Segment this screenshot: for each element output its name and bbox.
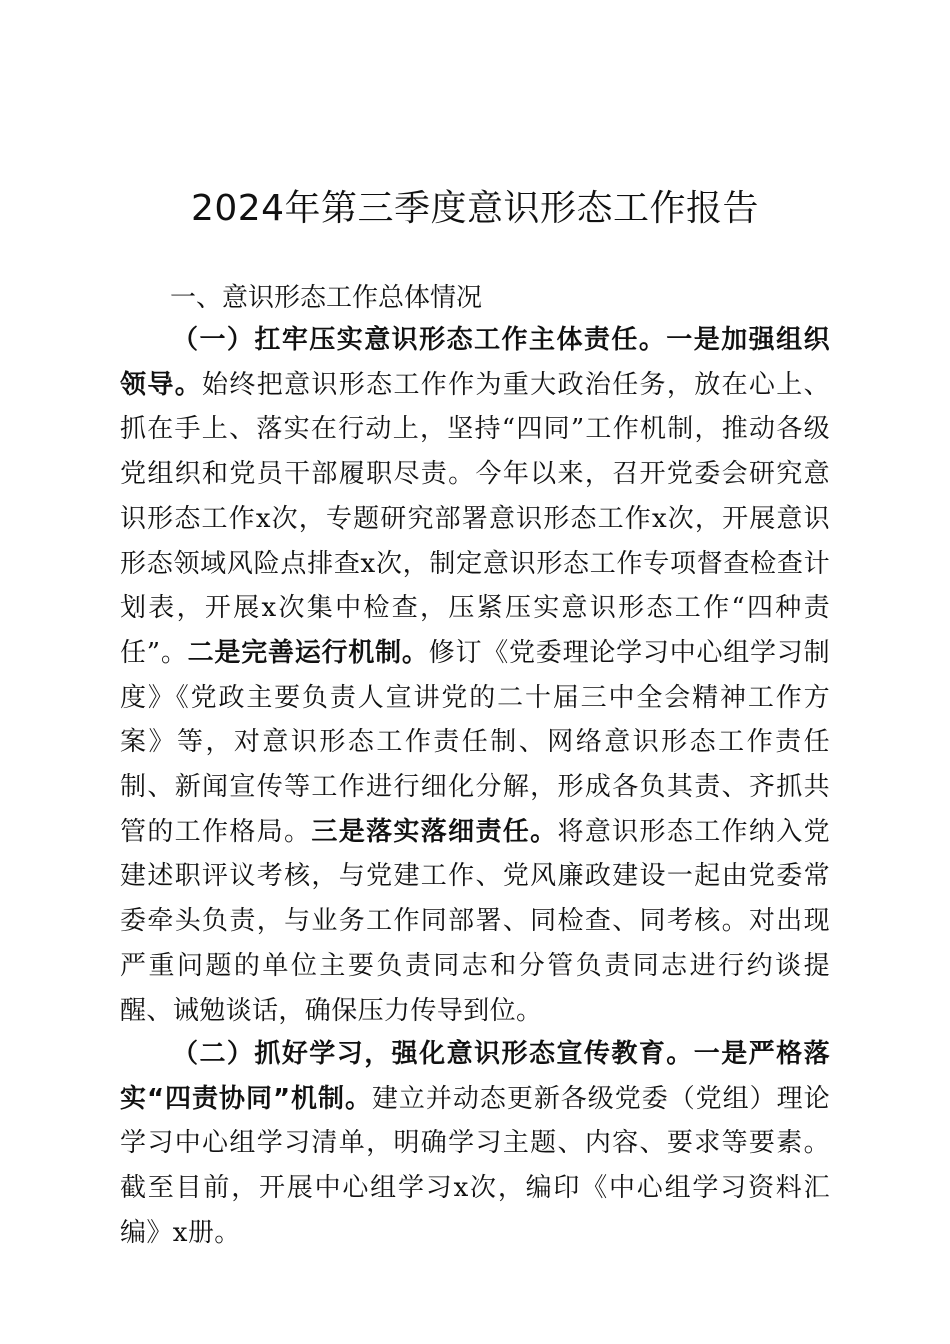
paragraph-1-text-3: 将意识形态工作纳入党建述职评议考核，与党建工作、党风廉政建设一起由党委常委牵头负责，与业务工作同部署、同检查、同考核。对出现严重问题的单位主要负责同志和分管负责同志进行约谈提醒、诫勉谈话，确保压力传导到位。 <box>120 816 830 1026</box>
section-heading-1: 一、意识形态工作总体情况 <box>170 283 483 313</box>
paragraph-1 <box>120 318 830 1033</box>
paragraph-2-lead-bold: （二）抓好学习，强化意识形态宣传教育。一是严格落实“四责协同”机制。 <box>120 1039 830 1114</box>
paragraph-1-lead-bold: （一）扛牢压实意识形态工作主体责任。一是加强组织领导。 <box>120 325 830 400</box>
paragraph-1-point-3-bold: 三是落实落细责任。 <box>311 816 558 847</box>
paragraph-1-text-1: 始终把意识形态工作作为重大政治任务，放在心上、抓在手上、落实在行动上，坚持“四同”工作机制，推动各级党组织和党员干部履职尽责。今年以来，召开党委会研究意识形态工作x次，专题研究部署意识形态工作x次，开展意识形态领域风险点排查x次，制定意识形态工作专项督查检查计划表，开展x次集中检查，压紧压实意识形态工作“四种责任”。 <box>120 369 831 668</box>
paragraph-1-point-2-bold: 二是完善运行机制。 <box>187 637 429 668</box>
paragraph-1-text-2: 修订《党委理论学习中心组学习制度》《党政主要负责人宣讲党的二十届三中全会精神工作方案》等，对意识形态工作责任制、网络意识形态工作责任制、新闻宣传等工作进行细化分解，形成各负其责、齐抓共管的工作格局。 <box>120 637 830 847</box>
paragraph-2-text-1: 建立并动态更新各级党委（党组）理论学习中心组学习清单，明确学习主题、内容、要求等要素。截至目前，开展中心组学习x次，编印《中心组学习资料汇编》x册。 <box>120 1083 830 1248</box>
document-title: 2024年第三季度意识形态工作报告 <box>190 188 760 229</box>
paragraph-2 <box>120 1032 830 1256</box>
